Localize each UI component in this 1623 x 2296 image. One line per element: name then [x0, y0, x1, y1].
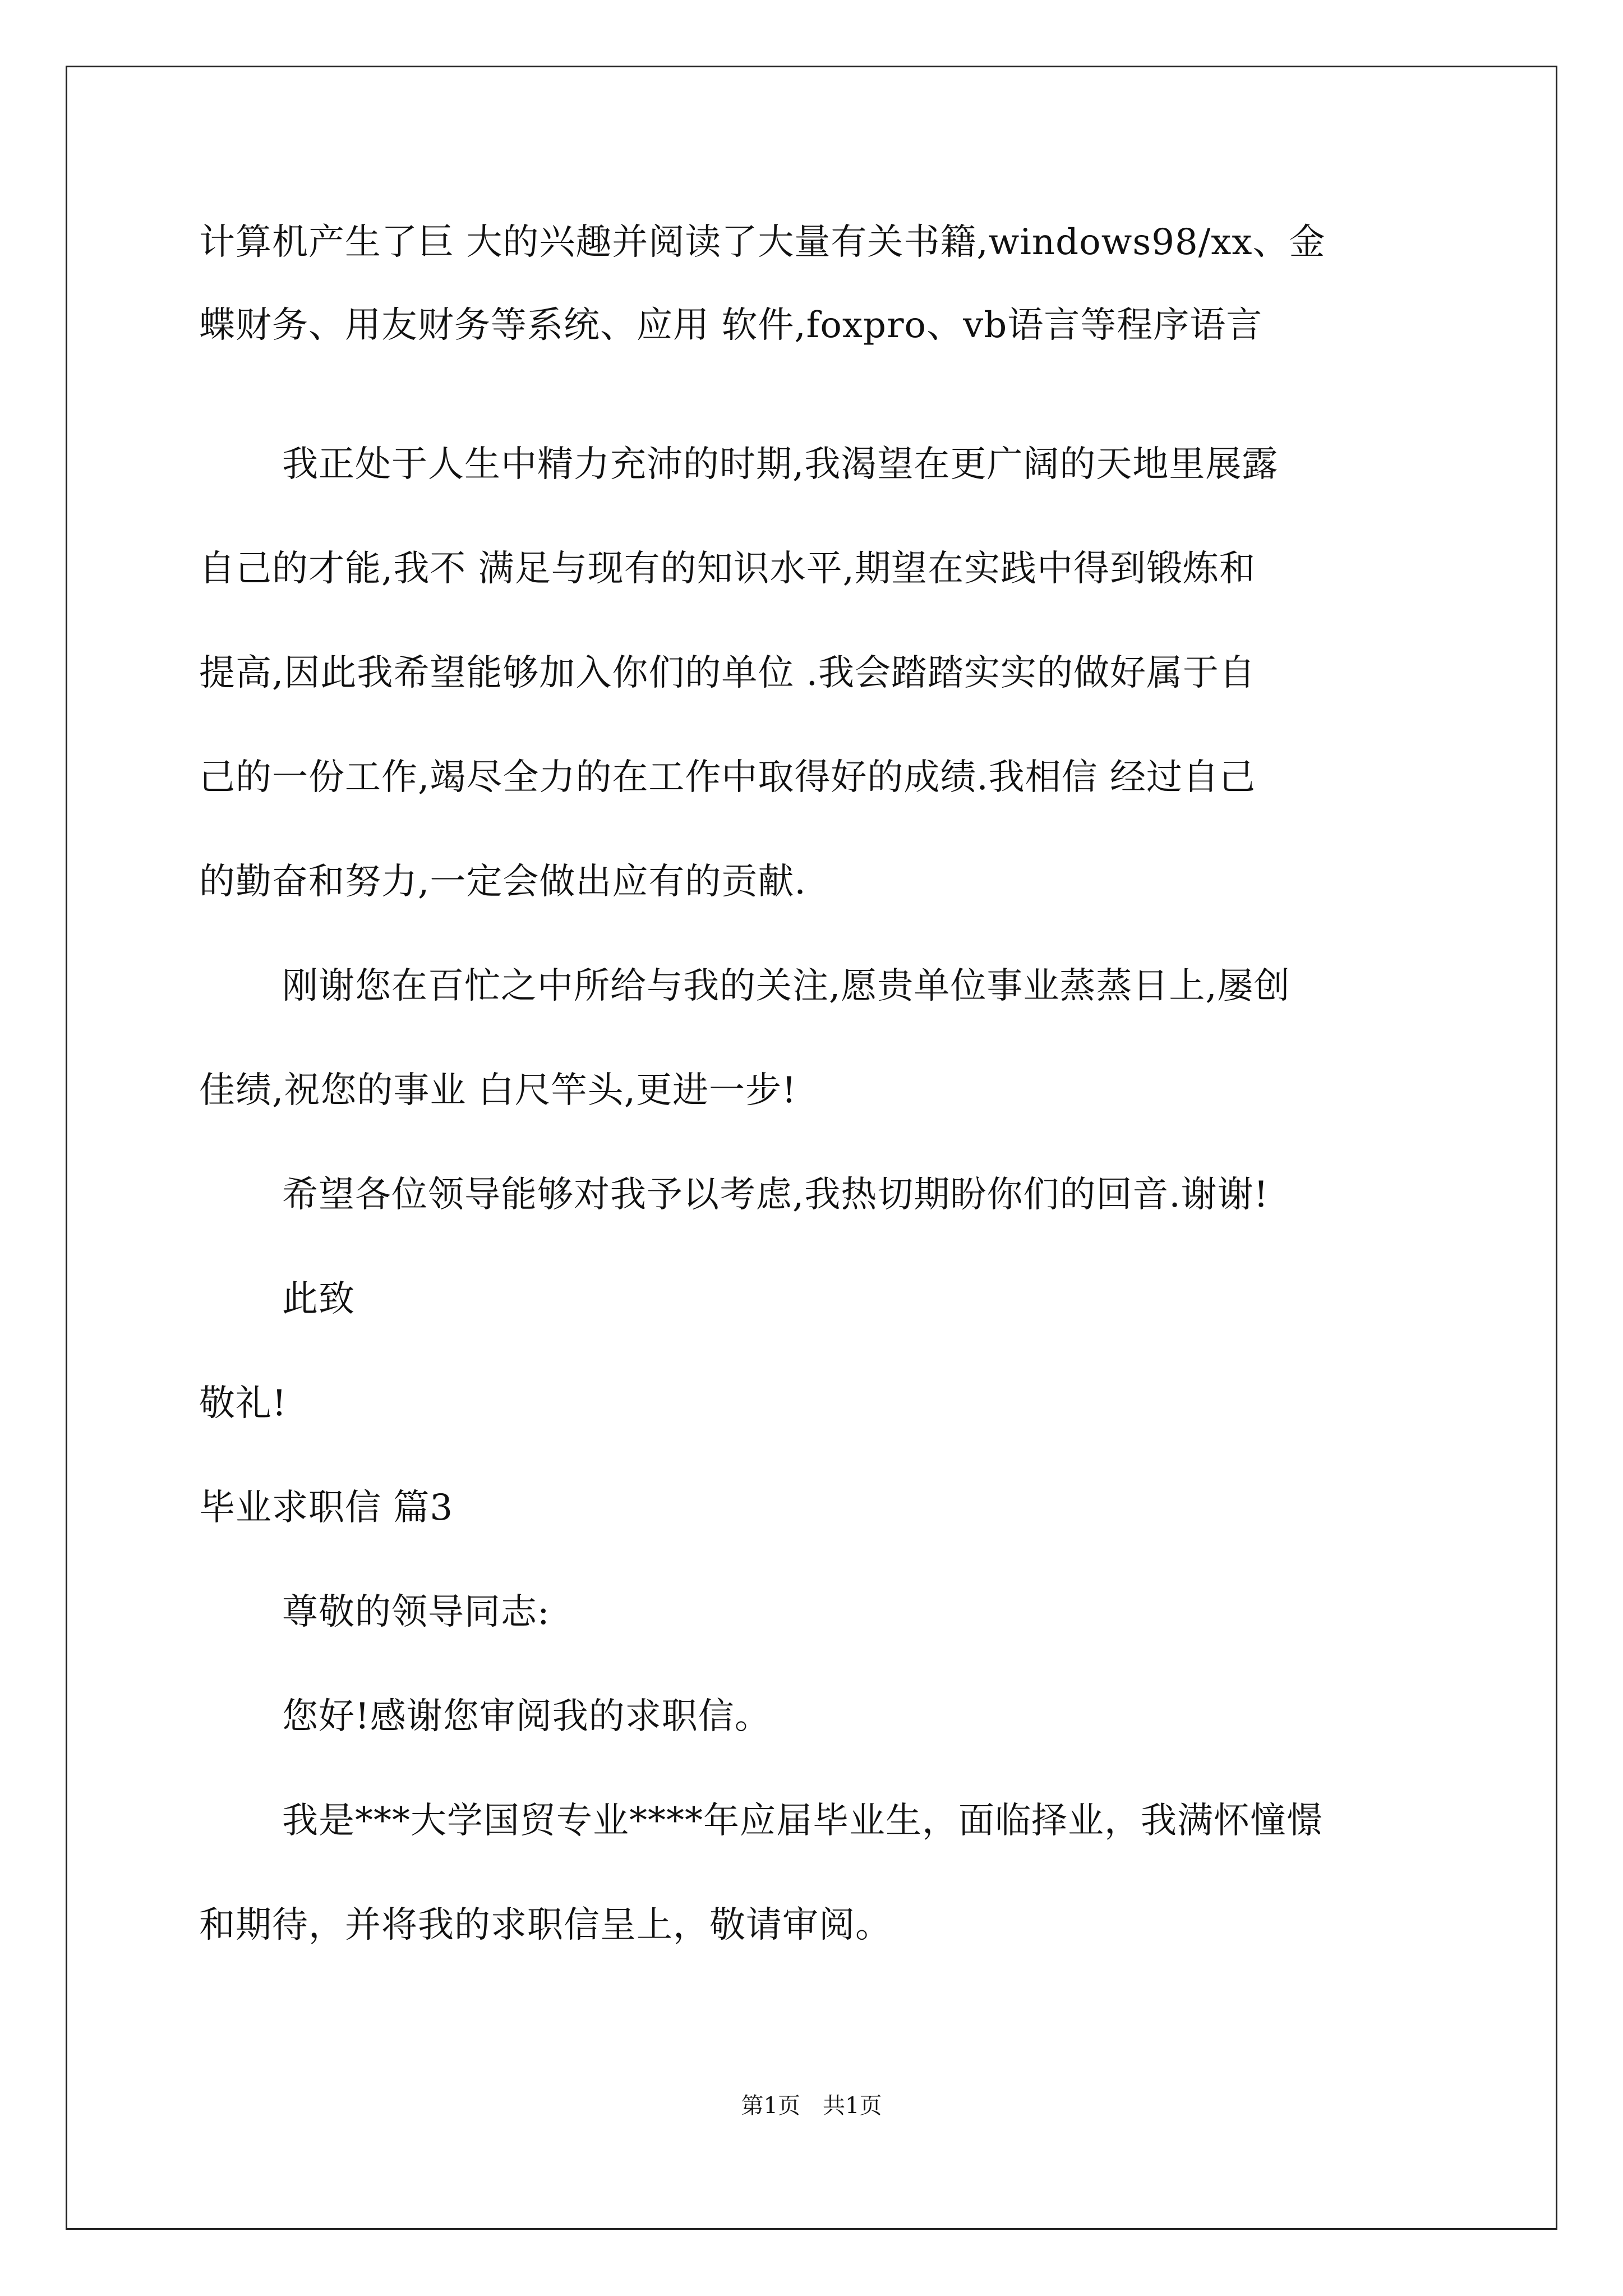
text-line: 提高,因此我希望能够加入你们的单位 .我会踏踏实实的做好属于自 — [199, 652, 1256, 694]
paragraph-line: 您好!感谢您审阅我的求职信。 — [282, 1696, 771, 1737]
paragraph-line: 希望各位领导能够对我予以考虑,我热切期盼你们的回音.谢谢! — [282, 1174, 1269, 1216]
closing-salute: 敬礼! — [199, 1383, 287, 1424]
text-line: 的勤奋和努力,一定会做出应有的贡献. — [199, 861, 806, 903]
closing-line: 此致 — [282, 1278, 355, 1320]
section-heading: 毕业求职信 篇3 — [199, 1487, 454, 1529]
text-line: 计算机产生了巨 大的兴趣并阅读了大量有关书籍,windows98/xx、金 — [199, 222, 1326, 263]
text-line: 己的一份工作,竭尽全力的在工作中取得好的成绩.我相信 经过自己 — [199, 757, 1256, 798]
paragraph-line: 我是***大学国贸专业****年应届毕业生，面临择业，我满怀憧憬 — [282, 1800, 1323, 1842]
text-line: 和期待，并将我的求职信呈上，敬请审阅。 — [199, 1904, 892, 1946]
greeting-line: 尊敬的领导同志: — [282, 1591, 550, 1633]
paragraph-line: 刚谢您在百忙之中所给与我的关注,愿贵单位事业蒸蒸日上,屡创 — [282, 965, 1290, 1007]
paragraph-line: 我正处于人生中精力充沛的时期,我渴望在更广阔的天地里展露 — [282, 444, 1279, 485]
page-number: 第1页 共1页 — [741, 2093, 882, 2119]
text-line: 自己的才能,我不 满足与现有的知识水平,期望在实践中得到锻炼和 — [199, 548, 1256, 590]
text-line: 佳绩,祝您的事业 白尺竿头,更进一步! — [199, 1070, 797, 1111]
text-line: 蝶财务、用友财务等系统、应用 软件,foxpro、vb语言等程序语言 — [199, 305, 1263, 346]
